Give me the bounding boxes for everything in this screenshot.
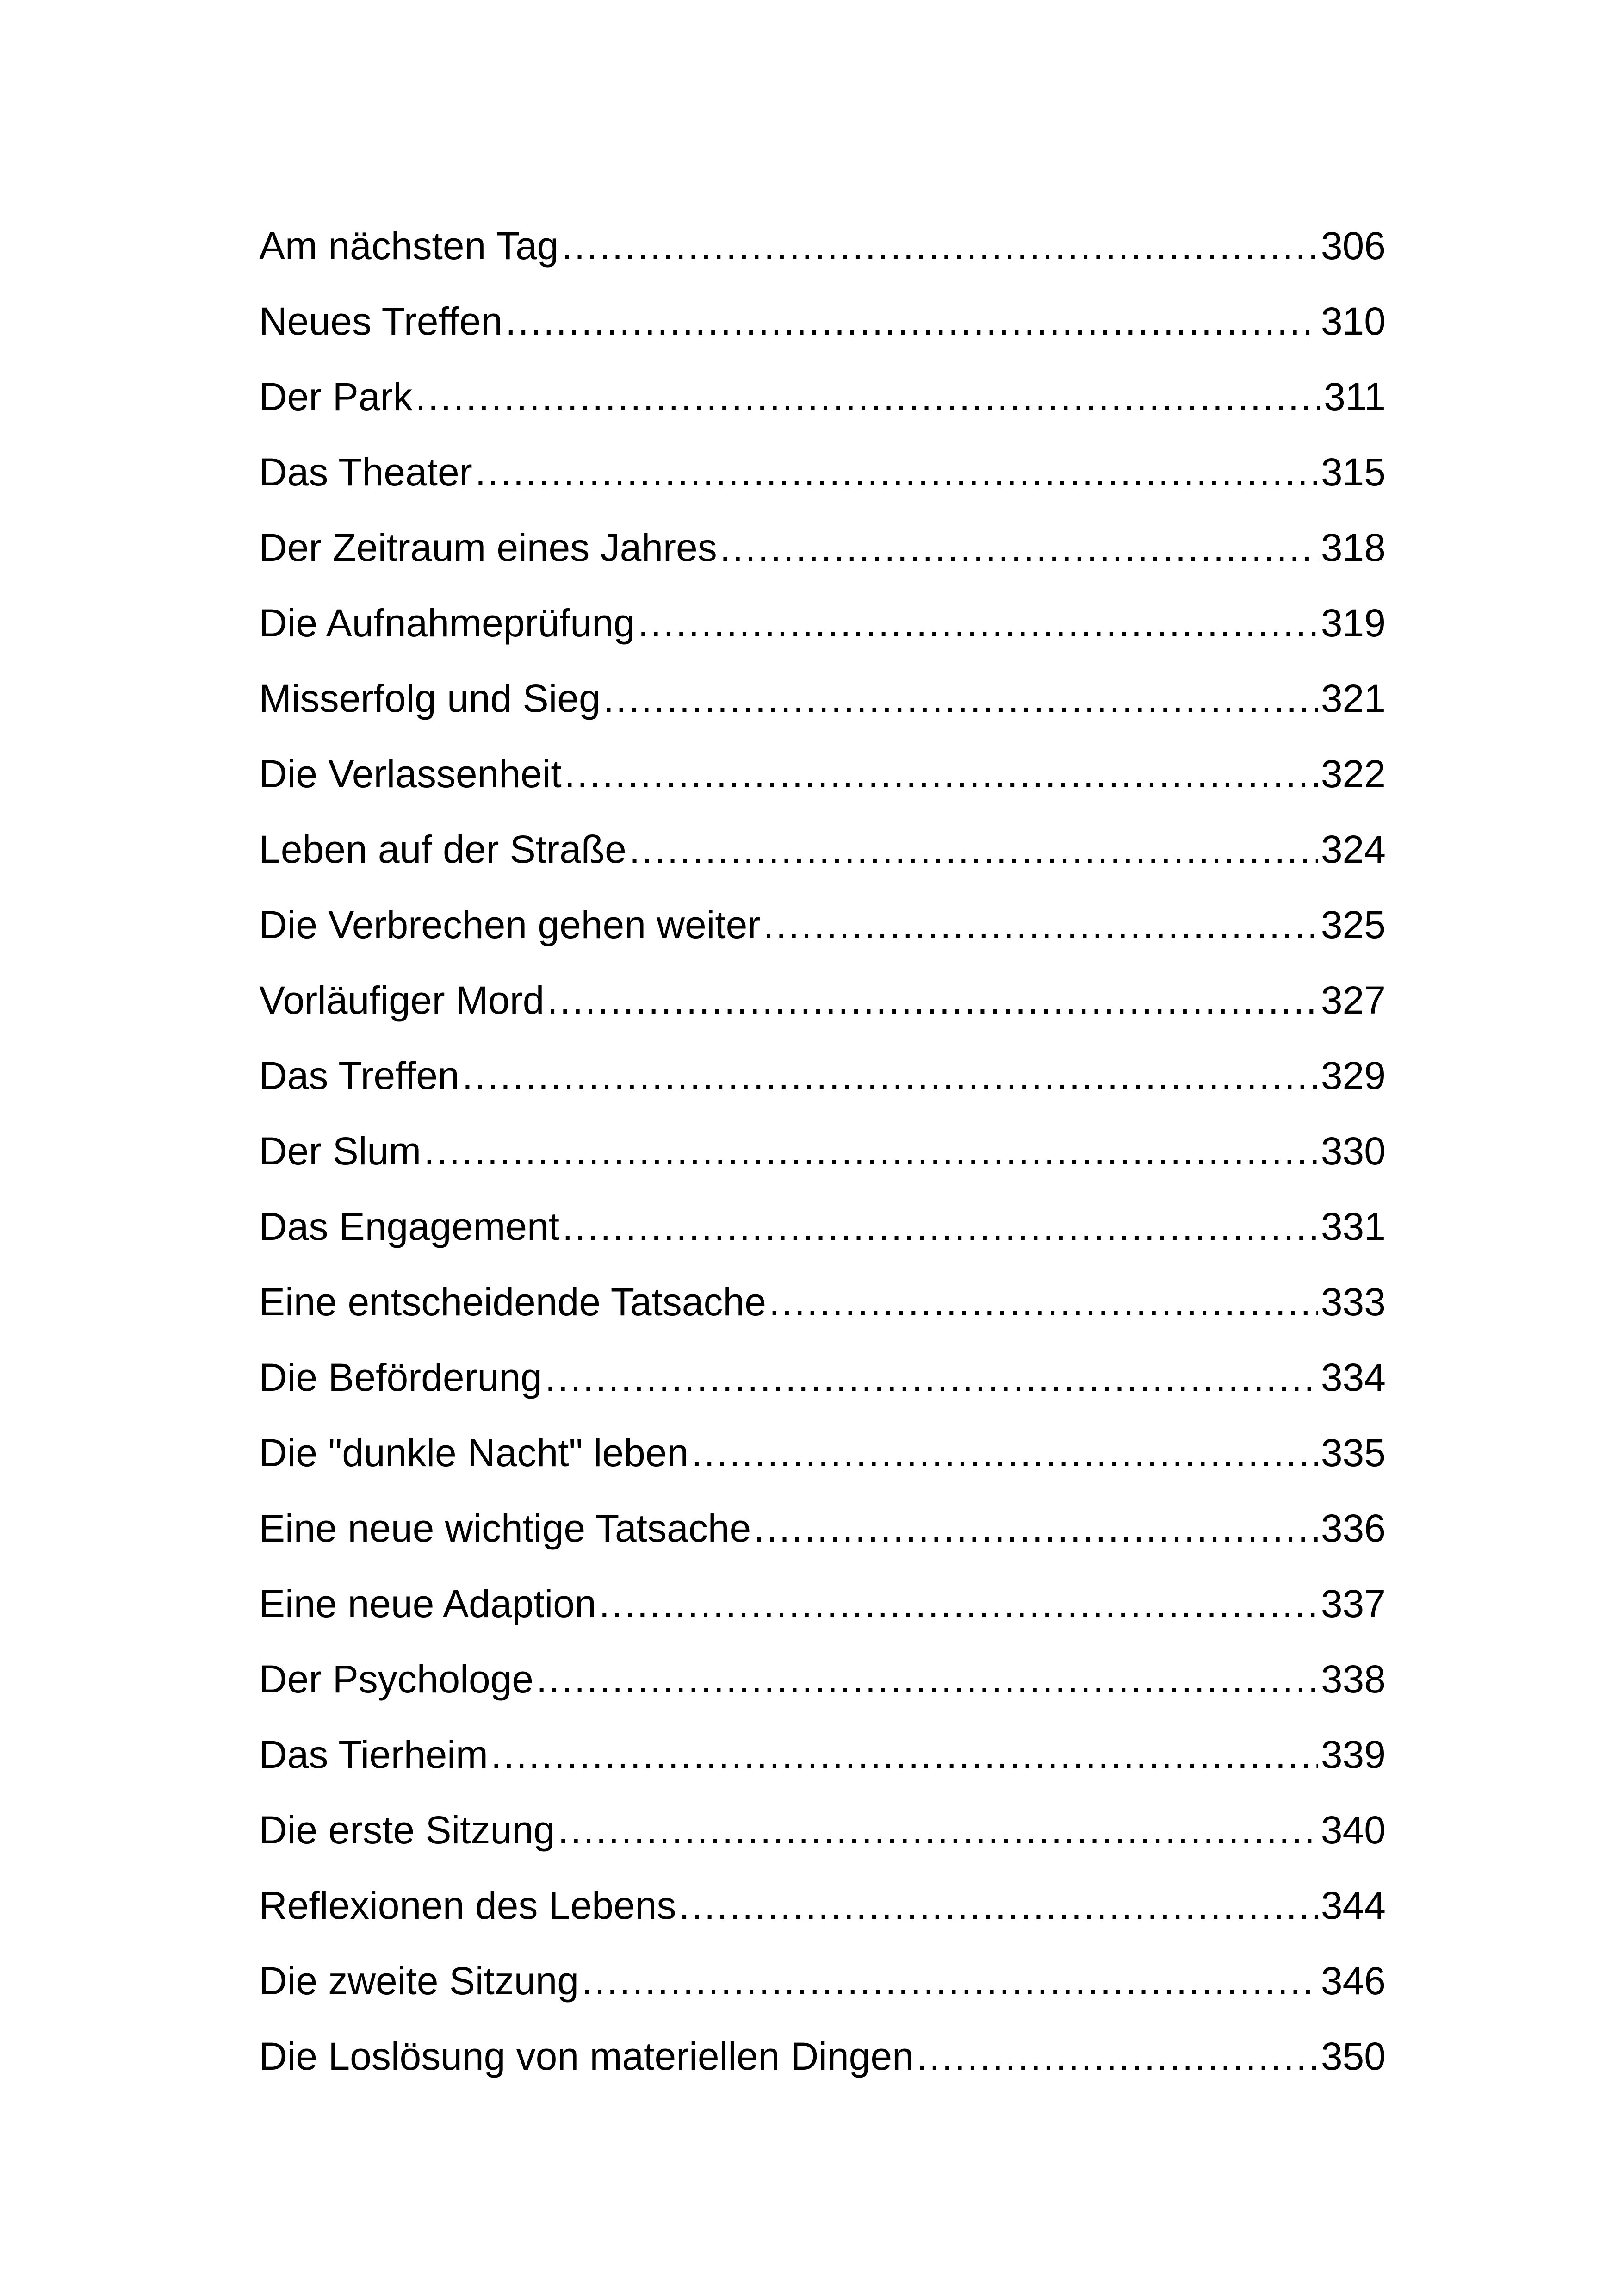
toc-entry-title: Die zweite Sitzung bbox=[259, 1959, 579, 2003]
toc-dot-leader bbox=[547, 963, 1318, 1038]
toc-entry[interactable] bbox=[259, 208, 1386, 284]
toc-entry[interactable] bbox=[259, 736, 1386, 812]
toc-dot-leader bbox=[558, 1792, 1318, 1868]
toc-entry[interactable] bbox=[259, 2019, 1386, 2094]
toc-dot-leader bbox=[562, 208, 1318, 284]
toc-entry-title: Misserfolg und Sieg bbox=[259, 677, 601, 720]
toc-entry[interactable] bbox=[259, 1717, 1386, 1792]
toc-entry-title: Die Aufnahmeprüfung bbox=[259, 601, 635, 645]
toc-page-number: 338 bbox=[1320, 1657, 1386, 1701]
toc-page-number: 321 bbox=[1320, 677, 1386, 720]
toc-entry[interactable] bbox=[259, 510, 1386, 585]
toc-page-number: 327 bbox=[1320, 978, 1386, 1022]
toc-entry-title: Die "dunkle Nacht" leben bbox=[259, 1431, 689, 1475]
toc-entry-title: Das Tierheim bbox=[259, 1733, 488, 1776]
toc-page-number: 319 bbox=[1320, 601, 1386, 645]
toc-entry[interactable] bbox=[259, 1491, 1386, 1566]
toc-entry-title: Die Verlassenheit bbox=[259, 752, 562, 796]
toc-entry-title: Das Engagement bbox=[259, 1205, 560, 1248]
toc-entry-title: Der Park bbox=[259, 375, 413, 418]
toc-page-number: 335 bbox=[1320, 1431, 1386, 1475]
toc-dot-leader bbox=[475, 435, 1318, 510]
toc-entry-title: Eine entscheidende Tatsache bbox=[259, 1280, 766, 1324]
toc-entry[interactable] bbox=[259, 1566, 1386, 1642]
toc-entry[interactable] bbox=[259, 284, 1386, 359]
toc-dot-leader bbox=[415, 359, 1321, 435]
toc-dot-leader bbox=[691, 1415, 1318, 1491]
toc-entry-title: Eine neue wichtige Tatsache bbox=[259, 1506, 751, 1550]
toc-dot-leader bbox=[545, 1340, 1318, 1415]
toc-entry[interactable] bbox=[259, 1189, 1386, 1264]
toc-dot-leader bbox=[629, 812, 1318, 887]
toc-page-number: 325 bbox=[1320, 903, 1386, 946]
toc-dot-leader bbox=[763, 887, 1318, 963]
toc-entry[interactable] bbox=[259, 1038, 1386, 1114]
toc-entry-title: Der Zeitraum eines Jahres bbox=[259, 526, 717, 569]
toc-dot-leader bbox=[491, 1717, 1318, 1792]
toc-dot-leader bbox=[462, 1038, 1318, 1114]
toc-entry[interactable] bbox=[259, 963, 1386, 1038]
toc-page-number: 329 bbox=[1320, 1054, 1386, 1097]
toc-entry-title: Neues Treffen bbox=[259, 299, 503, 343]
toc-dot-leader bbox=[769, 1264, 1318, 1340]
toc-page-number: 336 bbox=[1320, 1506, 1386, 1550]
toc-page-number: 333 bbox=[1320, 1280, 1386, 1324]
toc-entry-title: Reflexionen des Lebens bbox=[259, 1884, 676, 1927]
toc-entry-title: Die Verbrechen gehen weiter bbox=[259, 903, 761, 946]
toc-entry[interactable] bbox=[259, 812, 1386, 887]
toc-entry[interactable] bbox=[259, 887, 1386, 963]
toc-entry-title: Die erste Sitzung bbox=[259, 1808, 555, 1852]
toc-page-number: 331 bbox=[1320, 1205, 1386, 1248]
toc-dot-leader bbox=[562, 1189, 1318, 1264]
toc-dot-leader bbox=[603, 661, 1318, 736]
toc-page-number: 315 bbox=[1320, 450, 1386, 494]
toc-page-number: 334 bbox=[1320, 1356, 1386, 1399]
toc-entry-title: Eine neue Adaption bbox=[259, 1582, 596, 1625]
toc-entry-title: Der Slum bbox=[259, 1129, 422, 1173]
toc-entry[interactable] bbox=[259, 585, 1386, 661]
toc-entry[interactable] bbox=[259, 661, 1386, 736]
toc-page-number: 346 bbox=[1320, 1959, 1386, 2003]
toc-page-number: 310 bbox=[1320, 299, 1386, 343]
toc-entry-title: Das Theater bbox=[259, 450, 472, 494]
toc-entry[interactable] bbox=[259, 1642, 1386, 1717]
toc-page-number: 344 bbox=[1320, 1884, 1386, 1927]
toc-entry[interactable] bbox=[259, 1868, 1386, 1943]
toc-entry-title: Leben auf der Straße bbox=[259, 828, 626, 871]
toc-dot-leader bbox=[638, 585, 1318, 661]
toc-entry[interactable] bbox=[259, 1792, 1386, 1868]
toc-dot-leader bbox=[720, 510, 1318, 585]
toc-page-number: 324 bbox=[1320, 828, 1386, 871]
toc-dot-leader bbox=[754, 1491, 1318, 1566]
toc-entry[interactable] bbox=[259, 435, 1386, 510]
toc-entry-title: Die Loslösung von materiellen Dingen bbox=[259, 2035, 914, 2078]
toc-entry-title: Das Treffen bbox=[259, 1054, 459, 1097]
toc-page-number: 339 bbox=[1320, 1733, 1386, 1776]
toc-page-number: 306 bbox=[1320, 224, 1386, 268]
toc-page-number: 311 bbox=[1324, 375, 1386, 418]
toc-entry-title: Der Psychologe bbox=[259, 1657, 533, 1701]
toc-page-number: 322 bbox=[1320, 752, 1386, 796]
toc-dot-leader bbox=[564, 736, 1318, 812]
toc-page-number: 350 bbox=[1320, 2035, 1386, 2078]
toc-entry[interactable] bbox=[259, 1943, 1386, 2019]
toc-dot-leader bbox=[599, 1566, 1318, 1642]
toc-dot-leader bbox=[917, 2019, 1318, 2094]
toc-entry[interactable] bbox=[259, 1114, 1386, 1189]
toc-page-number: 318 bbox=[1320, 526, 1386, 569]
toc-entry[interactable] bbox=[259, 1340, 1386, 1415]
toc-page-number: 337 bbox=[1320, 1582, 1386, 1625]
toc-entry-title: Vorläufiger Mord bbox=[259, 978, 545, 1022]
toc-page-number: 330 bbox=[1320, 1129, 1386, 1173]
toc-dot-leader bbox=[679, 1868, 1318, 1943]
toc-dot-leader bbox=[424, 1114, 1318, 1189]
toc-dot-leader bbox=[536, 1642, 1318, 1717]
toc-entry-title: Die Beförderung bbox=[259, 1356, 542, 1399]
toc-dot-leader bbox=[582, 1943, 1318, 2019]
toc-page-number: 340 bbox=[1320, 1808, 1386, 1852]
toc-entry[interactable] bbox=[259, 1264, 1386, 1340]
table-of-contents bbox=[259, 208, 1386, 2094]
toc-entry-title: Am nächsten Tag bbox=[259, 224, 559, 268]
toc-entry[interactable] bbox=[259, 1415, 1386, 1491]
toc-entry[interactable] bbox=[259, 359, 1386, 435]
toc-dot-leader bbox=[505, 284, 1318, 359]
